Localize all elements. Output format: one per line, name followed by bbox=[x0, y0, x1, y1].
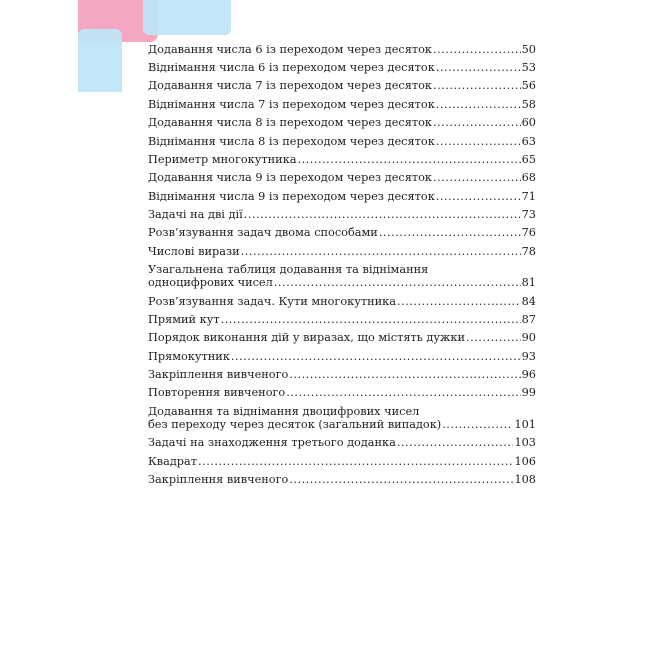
toc-entry-title: Додавання числа 7 із переходом через десяток bbox=[148, 79, 432, 93]
dot-leader bbox=[397, 436, 514, 449]
dot-leader bbox=[274, 276, 521, 289]
toc-entry-line bbox=[148, 295, 536, 308]
toc-entry[interactable] bbox=[148, 77, 536, 95]
toc-entry-title: одноцифрових чисел bbox=[148, 276, 273, 290]
toc-page-number: 76 bbox=[521, 226, 536, 240]
toc-page-number: 93 bbox=[521, 349, 536, 363]
toc-page-number: 71 bbox=[521, 189, 536, 203]
dot-leader bbox=[198, 455, 513, 468]
dot-leader bbox=[244, 208, 521, 221]
dot-leader bbox=[379, 226, 521, 239]
toc-entry-line bbox=[148, 245, 536, 258]
toc-entry-title: Числові вирази bbox=[148, 244, 240, 258]
dot-leader bbox=[289, 473, 513, 486]
toc-entry[interactable] bbox=[148, 187, 536, 205]
toc-entry[interactable] bbox=[148, 347, 536, 365]
toc-page-number: 108 bbox=[514, 472, 536, 486]
toc-entry-line bbox=[148, 473, 536, 486]
toc-page-number: 99 bbox=[521, 386, 536, 400]
toc-entry-line bbox=[148, 331, 536, 344]
dot-leader bbox=[436, 190, 521, 203]
toc-page-number: 90 bbox=[521, 331, 536, 345]
toc-entry-title: без переходу через десяток (загальний випадок) bbox=[148, 417, 442, 431]
toc-entry-title: Закріплення вивченого bbox=[148, 368, 289, 382]
dot-leader bbox=[289, 368, 520, 381]
dot-leader bbox=[433, 116, 521, 129]
toc-entry-title: Квадрат bbox=[148, 454, 198, 468]
toc-entry-title: Віднімання числа 7 із переходом через десяток bbox=[148, 97, 435, 111]
toc-entry-title: Прямий кут bbox=[148, 312, 220, 326]
decor-blue-block-left bbox=[78, 29, 122, 92]
toc-page-number: 56 bbox=[521, 79, 536, 93]
toc-entry-line bbox=[148, 455, 536, 468]
table-of-contents bbox=[148, 40, 536, 489]
toc-entry[interactable] bbox=[148, 150, 536, 168]
toc-entry-line bbox=[148, 350, 536, 363]
decor-blue-block-top bbox=[143, 0, 231, 35]
toc-page-number: 96 bbox=[521, 368, 536, 382]
toc-entry-line bbox=[148, 116, 536, 129]
dot-leader bbox=[436, 135, 521, 148]
toc-entry-title: Додавання числа 8 із переходом через десяток bbox=[148, 116, 432, 130]
toc-entry[interactable] bbox=[148, 434, 536, 452]
toc-entry[interactable] bbox=[148, 402, 536, 433]
toc-entry[interactable] bbox=[148, 224, 536, 242]
toc-entry[interactable] bbox=[148, 261, 536, 292]
dot-leader bbox=[436, 61, 521, 74]
toc-entry-title: Задачі на знаходження третього доданка bbox=[148, 436, 396, 450]
toc-entry-line bbox=[148, 153, 536, 166]
toc-entry-title: Віднімання числа 9 із переходом через десяток bbox=[148, 189, 435, 203]
toc-entry-title: Додавання числа 6 із переходом через десяток bbox=[148, 42, 432, 56]
dot-leader bbox=[433, 171, 521, 184]
toc-entry[interactable] bbox=[148, 329, 536, 347]
toc-entry-title: Віднімання числа 8 із переходом через десяток bbox=[148, 134, 435, 148]
toc-entry-title: Прямокутник bbox=[148, 349, 230, 363]
toc-page-number: 103 bbox=[514, 436, 536, 450]
toc-entry[interactable] bbox=[148, 365, 536, 383]
toc-entry-title: Додавання та віднімання двоцифрових чисел bbox=[148, 404, 420, 418]
toc-page-number: 78 bbox=[521, 244, 536, 258]
toc-entry-title: Розв’язування задач двома способами bbox=[148, 226, 378, 240]
toc-entry-line bbox=[148, 405, 536, 418]
toc-entry-title: Задачі на дві дії bbox=[148, 208, 243, 222]
toc-entry[interactable] bbox=[148, 242, 536, 260]
toc-entry[interactable] bbox=[148, 132, 536, 150]
toc-entry-line bbox=[148, 135, 536, 148]
toc-page-number: 50 bbox=[521, 42, 536, 56]
toc-page-number: 53 bbox=[521, 61, 536, 75]
toc-entry[interactable] bbox=[148, 169, 536, 187]
toc-entry-line bbox=[148, 61, 536, 74]
toc-entry-title: Порядок виконання дій у виразах, що містять дужки bbox=[148, 331, 466, 345]
toc-page-number: 87 bbox=[521, 312, 536, 326]
toc-page-number: 101 bbox=[514, 417, 536, 431]
toc-entry[interactable] bbox=[148, 114, 536, 132]
toc-entry-line bbox=[148, 190, 536, 203]
toc-entry-title: Розв’язування задач. Кути многокутника bbox=[148, 294, 396, 308]
toc-entry[interactable] bbox=[148, 95, 536, 113]
toc-entry[interactable] bbox=[148, 40, 536, 58]
toc-page-number: 81 bbox=[521, 276, 536, 290]
dot-leader bbox=[298, 153, 521, 166]
dot-leader bbox=[436, 98, 521, 111]
dot-leader bbox=[397, 295, 521, 308]
toc-entry-line bbox=[148, 98, 536, 111]
toc-entry-line bbox=[148, 313, 536, 326]
toc-page-number: 63 bbox=[521, 134, 536, 148]
toc-page-number: 65 bbox=[521, 152, 536, 166]
toc-entry-title: Повторення вивченого bbox=[148, 386, 286, 400]
dot-leader bbox=[442, 418, 513, 431]
toc-entry-line bbox=[148, 171, 536, 184]
toc-entry-line bbox=[148, 263, 536, 276]
toc-entry-title: Віднімання числа 6 із переходом через десяток bbox=[148, 61, 435, 75]
toc-entry[interactable] bbox=[148, 205, 536, 223]
toc-page-number: 106 bbox=[514, 454, 536, 468]
dot-leader bbox=[433, 43, 521, 56]
toc-entry-line bbox=[148, 226, 536, 239]
dot-leader bbox=[286, 386, 520, 399]
toc-page-number: 73 bbox=[521, 208, 536, 222]
dot-leader bbox=[241, 245, 521, 258]
toc-entry[interactable] bbox=[148, 384, 536, 402]
toc-entry-line bbox=[148, 208, 536, 221]
dot-leader bbox=[466, 331, 521, 344]
toc-entry-title: Периметр многокутника bbox=[148, 152, 297, 166]
toc-entry-title: Закріплення вивченого bbox=[148, 472, 289, 486]
toc-entry[interactable] bbox=[148, 292, 536, 310]
toc-entry-line bbox=[148, 436, 536, 449]
toc-entry-line bbox=[148, 276, 536, 289]
toc-entry-title: Додавання числа 9 із переходом через десяток bbox=[148, 171, 432, 185]
dot-leader bbox=[221, 313, 521, 326]
toc-entry-line bbox=[148, 386, 536, 399]
toc-entry-line bbox=[148, 43, 536, 56]
toc-entry-line bbox=[148, 368, 536, 381]
toc-page-number: 68 bbox=[521, 171, 536, 185]
toc-entry-line bbox=[148, 418, 536, 431]
toc-page-number: 84 bbox=[521, 294, 536, 308]
toc-page-number: 60 bbox=[521, 116, 536, 130]
toc-entry[interactable] bbox=[148, 310, 536, 328]
toc-entry[interactable] bbox=[148, 452, 536, 470]
toc-page-number: 58 bbox=[521, 97, 536, 111]
toc-entry-line bbox=[148, 79, 536, 92]
dot-leader bbox=[231, 350, 521, 363]
toc-entry[interactable] bbox=[148, 58, 536, 76]
toc-entry-title: Узагальнена таблиця додавання та віднімання bbox=[148, 263, 429, 277]
toc-entry[interactable] bbox=[148, 470, 536, 488]
dot-leader bbox=[433, 79, 521, 92]
